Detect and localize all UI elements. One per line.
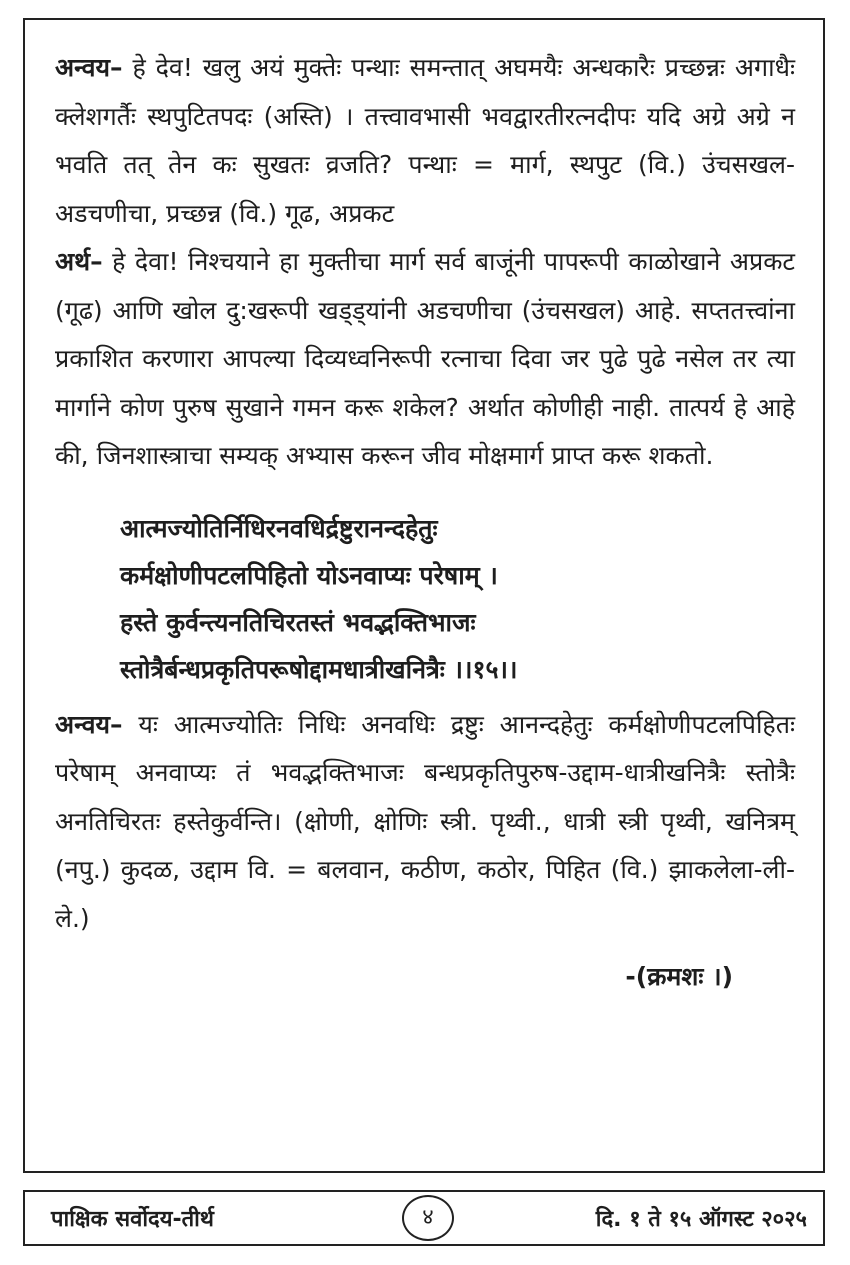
page-frame [23,18,825,1173]
page-content [55,44,795,1001]
anvaya-paragraph-2 [55,701,795,944]
verse-line: हस्ते कुर्वन्त्यनतिचिरतस्तं भवद्भक्तिभाजः [120,607,476,637]
issue-date: दि. १ ते १५ ऑगस्ट २०२५ [595,1207,807,1232]
anvaya-text: हे देव! खलु अयं मुक्तेः पन्थाः समन्तात् अघमयैः अन्धकारैः प्रच्छन्नः अगाधैः क्लेशगर्तैः स्थपुटितपदः (अस्ति) । तत्त्वावभासी भवद्वारतीरत्नदीपः यदि अग्रे अग्रे न भवति तत् तेन कः सुखतः व्रजति? पन्थाः = मार्ग, स्थपुट (वि.) उंचसखल-अडचणीचा, प्रच्छन्न (वि.) गूढ, अप्रकट [55,53,795,228]
page-footer [23,1190,825,1246]
anvaya-paragraph-1 [55,44,795,238]
verse-line: कर्मक्षोणीपटलपिहितो योऽनवाप्यः परेषाम् । [120,560,498,590]
anvaya-label: अन्वय– [55,53,123,82]
verse-block [120,505,795,693]
publication-name: पाक्षिक सर्वोदय-तीर्थ [51,1207,214,1232]
artha-label: अर्थ– [55,247,103,276]
verse-line: स्तोत्रैर्बन्धप्रकृतिपरूषोद्दामधात्रीखनित्रैः ।।१५।। [120,654,518,684]
anvaya-text: यः आत्मज्योतिः निधिः अनवधिः द्रष्टुः आनन्दहेतुः कर्मक्षोणीपटलपिहितः परेषाम् अनवाप्यः तं भवद्भक्तिभाजः बन्धप्रकृतिपुरुष-उद्दाम-धात्रीखनित्रैः स्तोत्रैः अनतिचिरतः हस्तेकुर्वन्ति। (क्षोणी, क्षोणिः स्त्री. पृथ्वी., धात्री स्त्री पृथ्वी, खनित्रम् (नपु.) कुदळ, उद्दाम वि. = बलवान, कठीण, कठोर, पिहित (वि.) झाकलेला-ली-ले.) [55,709,795,933]
continued-marker: -(क्रमशः ।) [625,962,733,991]
anvaya-label: अन्वय– [55,709,123,739]
artha-paragraph [55,238,795,481]
verse-line: आत्मज्योतिर्निधिरनवधिर्द्रष्टुरानन्दहेतुः [120,513,438,543]
artha-text: हे देवा! निश्चयाने हा मुक्तीचा मार्ग सर्व बाजूंनी पापरूपी काळोखाने अप्रकट (गूढ) आणि खोल दु:खरूपी खड्ड्यांनी अडचणीचा (उंचसखल) आहे. सप्ततत्त्वांना प्रकाशित करणारा आपल्या दिव्यध्वनिरूपी रत्नाचा दिवा जर पुढे पुढे नसेल तर त्या मार्गाने कोण पुरुष सुखाने गमन करू शकेल? अर्थात कोणीही नाही. तात्पर्य हे आहे की, जिनशास्त्राचा सम्यक् अभ्यास करून जीव मोक्षमार्ग प्राप्त करू शकतो. [55,247,795,470]
page-number: ४ [402,1195,454,1241]
